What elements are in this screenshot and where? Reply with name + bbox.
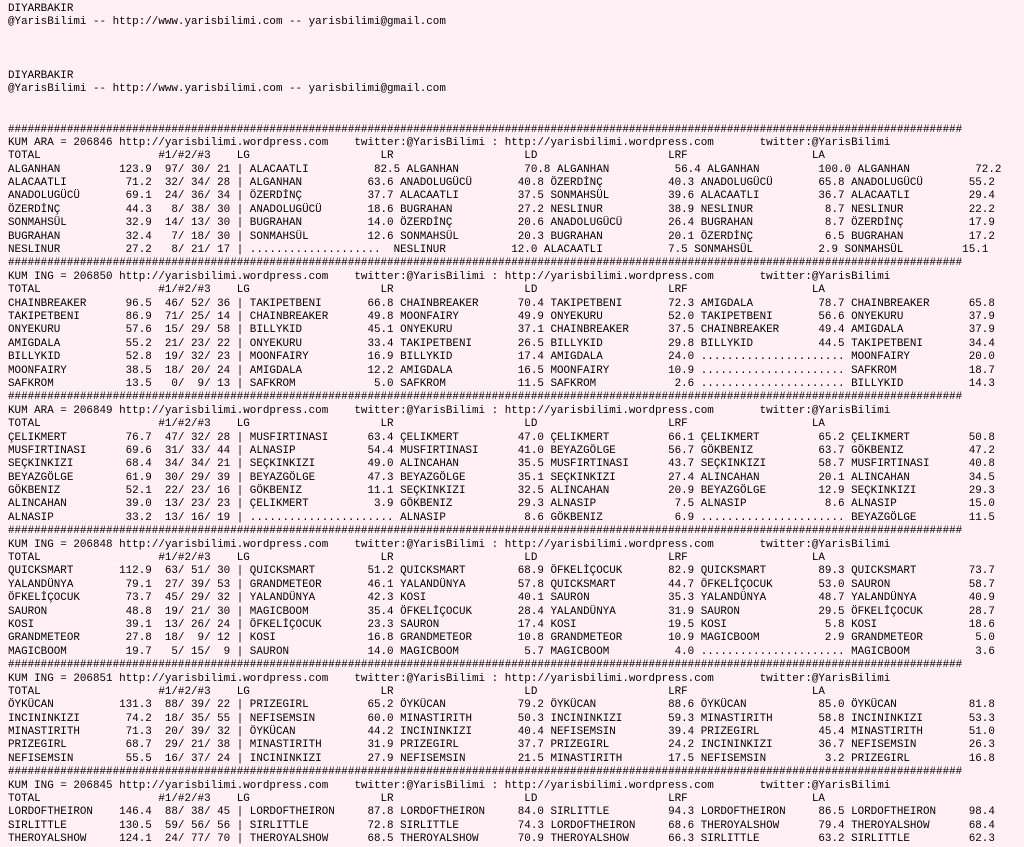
table-row: ÖFKELİÇOCUK 73.7 45/ 29/ 32 | YALANDÜNYA 42.3 KOSI 40.1 SAURON 35.3 YALANDÜNYA 48.7 YALANDÜNYA 40.9 <box>8 592 995 605</box>
table-row: SAFKROM 13.5 0/ 9/ 13 | SAFKROM 5.0 SAFKROM 11.5 SAFKROM 2.6 ...................... BILLYKID 14.3 <box>8 377 995 390</box>
column-headers: TOTAL #1/#2/#3 LG LR LD LRF LA <box>8 685 825 698</box>
separator-line: ################################################################################################################################################## <box>8 123 963 136</box>
table-row: MUSFIRTINASI 69.6 31/ 33/ 44 | ALNASIP 54.4 MUSFIRTINASI 41.0 BEYAZGÖLGE 56.7 GÖKBENIZ 63.7 GÖKBENIZ 47.2 <box>8 444 995 457</box>
column-headers: TOTAL #1/#2/#3 LG LR LD LRF LA <box>8 418 825 431</box>
table-row: ÇELIKMERT 76.7 47/ 32/ 28 | MUSFIRTINASI 63.4 ÇELIKMERT 47.0 ÇELIKMERT 66.1 ÇELIKMERT 65.2 ÇELIKMERT 50.8 <box>8 431 995 444</box>
table-row: GRANDMETEOR 27.8 18/ 9/ 12 | KOSI 16.8 GRANDMETEOR 10.8 GRANDMETEOR 10.9 MAGICBOOM 2.9 GRANDMETEOR 5.0 <box>8 632 995 645</box>
race-title: KUM ING = 206845 http://yarisbilimi.wordpress.com twitter:@YarisBilimi : http://yarisbilimi.wordpress.com twitter:@YarisBilimi <box>8 779 891 792</box>
table-row: MOONFAIRY 38.5 18/ 20/ 24 | AMIGDALA 12.2 AMIGDALA 16.5 MOONFAIRY 10.9 ...................... SAFKROM 18.7 <box>8 364 995 377</box>
column-headers: TOTAL #1/#2/#3 LG LR LD LRF LA <box>8 552 825 565</box>
table-row: ÖZERDİNÇ 44.3 8/ 38/ 30 | ANADOLUGÜCÜ 18.6 BUGRAHAN 27.2 NESLINUR 38.9 NESLINUR 8.7 NESLINUR 22.2 <box>8 203 995 216</box>
table-row: ONYEKURU 57.6 15/ 29/ 58 | BILLYKID 45.1 ONYEKURU 37.1 CHAINBREAKER 37.5 CHAINBREAKER 49.4 AMIGDALA 37.9 <box>8 324 995 337</box>
separator-line: ################################################################################################################################################## <box>8 659 963 672</box>
race-title: KUM ING = 206850 http://yarisbilimi.wordpress.com twitter:@YarisBilimi : http://yarisbilimi.wordpress.com twitter:@YarisBilimi <box>8 270 891 283</box>
header-line <box>8 110 1024 123</box>
table-row: INCININKIZI 74.2 18/ 35/ 55 | NEFISEMSIN 60.0 MINASTIRITH 50.3 INCININKIZI 59.3 MINASTIRITH 58.8 INCININKIZI 53.3 <box>8 712 995 725</box>
table-row: MINASTIRITH 71.3 20/ 39/ 32 | ÖYKÜCAN 44.2 INCININKIZI 40.4 NEFISEMSIN 39.4 PRIZEGIRL 45.4 MINASTIRITH 51.0 <box>8 726 995 739</box>
header-line <box>8 30 1024 43</box>
race-title: KUM ING = 206851 http://yarisbilimi.wordpress.com twitter:@YarisBilimi : http://yarisbilimi.wordpress.com twitter:@YarisBilimi <box>8 672 891 685</box>
header-line <box>8 57 1024 70</box>
separator-line: ################################################################################################################################################## <box>8 525 963 538</box>
table-row: SAURON 48.8 19/ 21/ 30 | MAGICBOOM 35.4 ÖFKELİÇOCUK 28.4 YALANDÜNYA 31.9 SAURON 29.5 ÖFKELİÇOCUK 28.7 <box>8 605 995 618</box>
table-row: BUGRAHAN 32.4 7/ 18/ 30 | SONMAHSÜL 12.6 SONMAHSÜL 20.3 BUGRAHAN 20.1 ÖZERDİNÇ 6.5 BUGRAHAN 17.2 <box>8 230 995 243</box>
race-title: KUM ARA = 206846 http://yarisbilimi.wordpress.com twitter:@YarisBilimi : http://yarisbilimi.wordpress.com twitter:@YarisBilimi <box>8 136 891 149</box>
column-headers: TOTAL #1/#2/#3 LG LR LD LRF LA <box>8 284 825 297</box>
table-row: ALACAATLI 71.2 32/ 34/ 28 | ALGANHAN 63.6 ANADOLUGÜCÜ 40.8 ÖZERDİNÇ 40.3 ANADOLUGÜCÜ 65.8 ANADOLUGÜCÜ 55.2 <box>8 177 995 190</box>
table-row: SONMAHSÜL 32.9 14/ 13/ 30 | BUGRAHAN 14.0 ÖZERDİNÇ 20.6 ANADOLUGÜCÜ 26.4 BUGRAHAN 8.7 ÖZERDİNÇ 17.9 <box>8 217 995 230</box>
table-row: NESLINUR 27.2 8/ 21/ 17 | .................... NESLINUR 12.0 ALACAATLI 7.5 SONMAHSÜL 2.9 SONMAHSÜL 15.1 <box>8 244 989 257</box>
table-row: MAGICBOOM 19.7 5/ 15/ 9 | SAURON 14.0 MAGICBOOM 5.7 MAGICBOOM 4.0 ...................... MAGICBOOM 3.6 <box>8 645 995 658</box>
race-title: KUM ARA = 206849 http://yarisbilimi.wordpress.com twitter:@YarisBilimi : http://yarisbilimi.wordpress.com twitter:@YarisBilimi <box>8 404 891 417</box>
table-row: ANADOLUGÜCÜ 69.1 24/ 36/ 34 | ÖZERDİNÇ 37.7 ALACAATLI 37.5 SONMAHSÜL 39.6 ALACAATLI 36.7 ALACAATLI 29.4 <box>8 190 995 203</box>
table-row: ALNASIP 33.2 13/ 16/ 19 | ...................... ALNASIP 8.6 GÖKBENIZ 6.9 ...................... BEYAZGÖLGE 11.5 <box>8 511 995 524</box>
table-row: SEÇKINKIZI 68.4 34/ 34/ 21 | SEÇKINKIZI 49.0 ALINCAHAN 35.5 MUSFIRTINASI 43.7 SEÇKINKIZI 58.7 MUSFIRTINASI 40.8 <box>8 458 995 471</box>
table-row: BILLYKID 52.8 19/ 32/ 23 | MOONFAIRY 16.9 BILLYKID 17.4 AMIGDALA 24.0 ...................... MOONFAIRY 20.0 <box>8 351 995 364</box>
separator-line: ################################################################################################################################################## <box>8 391 963 404</box>
separator-line: ################################################################################################################################################## <box>8 766 963 779</box>
table-row: BEYAZGÖLGE 61.9 30/ 29/ 39 | BEYAZGÖLGE 47.3 BEYAZGÖLGE 35.1 SEÇKINKIZI 27.4 ALINCAHAN 20.1 ALINCAHAN 34.5 <box>8 471 995 484</box>
table-row: NEFISEMSIN 55.5 16/ 37/ 24 | INCININKIZI 27.9 NEFISEMSIN 21.5 MINASTIRITH 17.5 NEFISEMSIN 3.2 PRIZEGIRL 16.8 <box>8 752 995 765</box>
header-line: @YarisBilimi -- http://www.yarisbilimi.com -- yarisbilimi@gmail.com <box>8 16 446 29</box>
table-row: GÖKBENIZ 52.1 22/ 23/ 16 | GÖKBENIZ 11.1 SEÇKINKIZI 32.5 ALINCAHAN 20.9 BEYAZGÖLGE 12.9 SEÇKINKIZI 29.3 <box>8 485 995 498</box>
header-line: @YarisBilimi -- http://www.yarisbilimi.com -- yarisbilimi@gmail.com <box>8 83 446 96</box>
table-row: TAKIPETBENI 86.9 71/ 25/ 14 | CHAINBREAKER 49.8 MOONFAIRY 49.9 ONYEKURU 52.0 TAKIPETBENI 56.6 ONYEKURU 37.9 <box>8 310 995 323</box>
separator-line: ################################################################################################################################################## <box>8 257 963 270</box>
header-line: DIYARBAKIR <box>8 3 74 15</box>
header-line: DIYARBAKIR <box>8 69 74 82</box>
header-line <box>8 43 1024 56</box>
table-row: LORDOFTHEIRON 146.4 88/ 38/ 45 | LORDOFTHEIRON 87.8 LORDOFTHEIRON 84.0 SIRLITTLE 94.3 LORDOFTHEIRON 86.5 LORDOFTHEIRON 98.4 <box>8 806 995 819</box>
column-headers: TOTAL #1/#2/#3 LG LR LD LRF LA <box>8 150 825 163</box>
table-row: ALINCAHAN 39.0 13/ 23/ 23 | ÇELIKMERT 3.9 GÖKBENIZ 29.3 ALNASIP 7.5 ALNASIP 8.6 ALNASIP 15.0 <box>8 498 995 511</box>
table-row: YALANDÜNYA 79.1 27/ 39/ 53 | GRANDMETEOR 46.1 YALANDÜNYA 57.8 QUICKSMART 44.7 ÖFKELİÇOCUK 53.0 SAURON 58.7 <box>8 578 995 591</box>
table-row: SIRLITTLE 130.5 59/ 56/ 56 | SIRLITTLE 72.8 SIRLITTLE 74.3 LORDOFTHEIRON 68.6 THEROYALSHOW 79.4 THEROYALSHOW 68.4 <box>8 819 995 832</box>
header-line <box>8 97 1024 110</box>
race-title: KUM ING = 206848 http://yarisbilimi.wordpress.com twitter:@YarisBilimi : http://yarisbilimi.wordpress.com twitter:@YarisBilimi <box>8 538 891 551</box>
table-row: ÖYKÜCAN 131.3 88/ 39/ 22 | PRIZEGIRL 65.2 ÖYKÜCAN 79.2 ÖYKÜCAN 88.6 ÖYKÜCAN 85.0 ÖYKÜCAN 81.8 <box>8 699 995 712</box>
table-row: PRIZEGIRL 68.7 29/ 21/ 38 | MINASTIRITH 31.9 PRIZEGIRL 37.7 PRIZEGIRL 24.2 INCININKIZI 36.7 NEFISEMSIN 26.3 <box>8 739 995 752</box>
table-row: CHAINBREAKER 96.5 46/ 52/ 36 | TAKIPETBENI 66.8 CHAINBREAKER 70.4 TAKIPETBENI 72.3 AMIGDALA 78.7 CHAINBREAKER 65.8 <box>8 297 995 310</box>
table-row: THEROYALSHOW 124.1 24/ 77/ 70 | THEROYALSHOW 68.5 THEROYALSHOW 70.9 THEROYALSHOW 66.3 SIRLITTLE 63.2 SIRLITTLE 62.3 <box>8 833 995 846</box>
column-headers: TOTAL #1/#2/#3 LG LR LD LRF LA <box>8 793 825 806</box>
table-row: QUICKSMART 112.9 63/ 51/ 30 | QUICKSMART 51.2 QUICKSMART 68.9 ÖFKELİÇOCUK 82.9 QUICKSMART 89.3 QUICKSMART 73.7 <box>8 565 995 578</box>
table-row: ALGANHAN 123.9 97/ 30/ 21 | ALACAATLI 82.5 ALGANHAN 70.8 ALGANHAN 56.4 ALGANHAN 100.0 ALGANHAN 72.2 <box>8 163 1002 176</box>
table-row: KOSI 39.1 13/ 26/ 24 | ÖFKELİÇOCUK 23.3 SAURON 17.4 KOSI 19.5 KOSI 5.8 KOSI 18.6 <box>8 618 995 631</box>
table-row: AMIGDALA 55.2 21/ 23/ 22 | ONYEKURU 33.4 TAKIPETBENI 26.5 BILLYKID 29.8 BILLYKID 44.5 TAKIPETBENI 34.4 <box>8 337 995 350</box>
